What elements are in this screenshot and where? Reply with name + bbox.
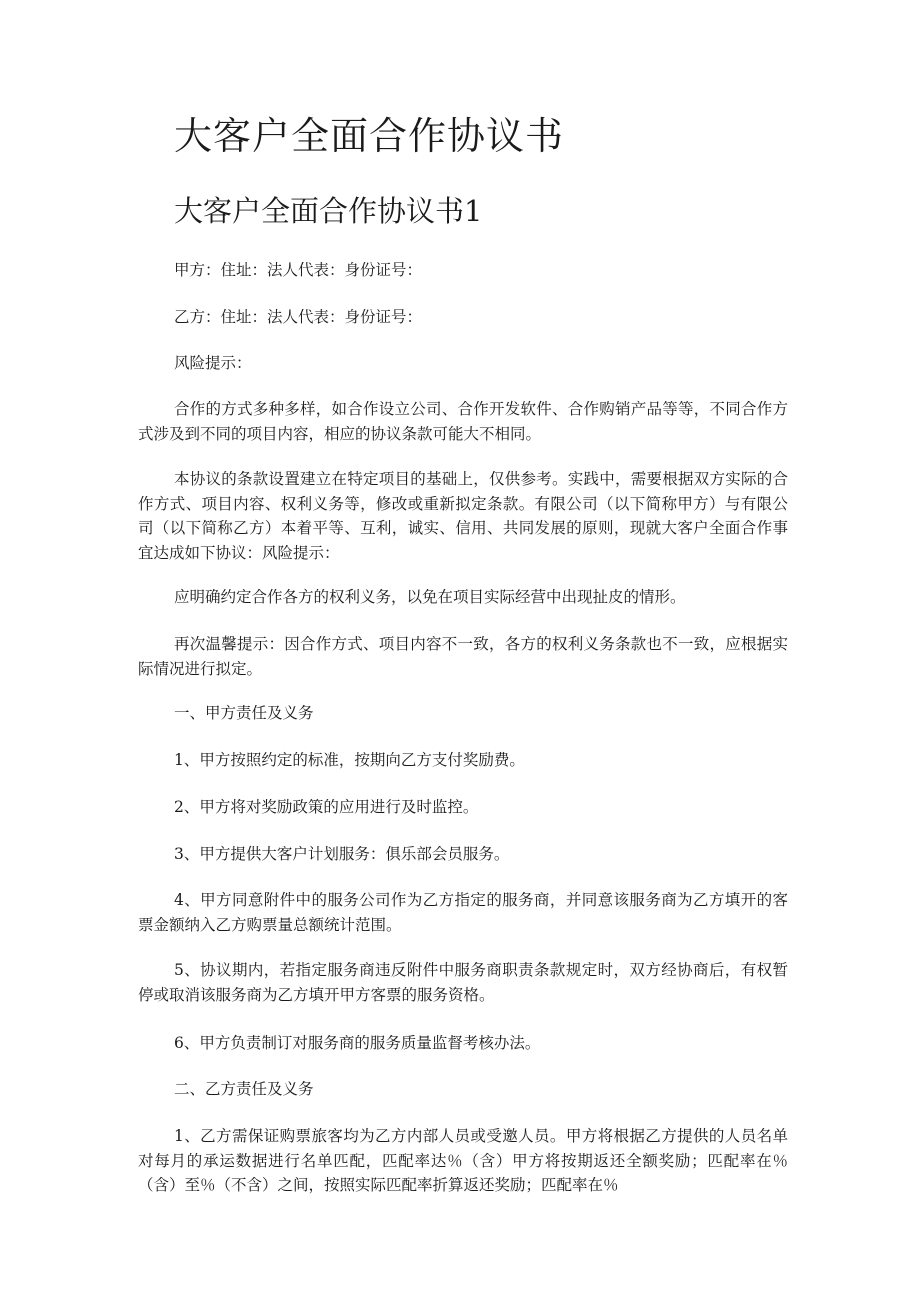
party-a-clause-4: 4、甲方同意附件中的服务公司作为乙方指定的服务商，并同意该服务商为乙方填开的客票金额纳入乙方购票量总额统计范围。: [138, 891, 788, 934]
party-a-clause-6: 6、甲方负责制订对服务商的服务质量监督考核办法。: [174, 1034, 541, 1052]
party-a-clause-5: 5、协议期内，若指定服务商违反附件中服务商职责条款规定时，双方经协商后，有权暂停或取消该服务商为乙方填开甲方客票的服务资格。: [138, 961, 788, 1004]
reminder-paragraph: 再次温馨提示：因合作方式、项目内容不一致，各方的权利义务条款也不一致，应根据实际情况进行拟定。: [138, 635, 788, 678]
document-subtitle: 大客户全面合作协议书1: [174, 194, 483, 228]
rights-obligations-paragraph: 应明确约定合作各方的权利义务，以免在项目实际经营中出现扯皮的情形。: [174, 588, 686, 606]
party-a-info: 甲方：住址：法人代表：身份证号：: [174, 261, 423, 279]
cooperation-methods-paragraph: 合作的方式多种多样，如合作设立公司、合作开发软件、合作购销产品等等，不同合作方式涉及到不同的项目内容，相应的协议条款可能大不相同。: [138, 400, 788, 443]
party-a-clause-1: 1、甲方按照约定的标准，按期向乙方支付奖励费。: [174, 751, 525, 769]
agreement-basis-paragraph: 本协议的条款设置建立在特定项目的基础上，仅供参考。实践中，需要根据双方实际的合作方式、项目内容、权利义务等，修改或重新拟定条款。有限公司（以下简称甲方）与有限公司（以下简称乙方）本着平等、互利，诚实、信用、共同发展的原则，现就大客户全面合作事宜达成如下协议：风险提示：: [138, 470, 788, 562]
document-title: 大客户全面合作协议书: [174, 114, 565, 158]
party-a-clause-2: 2、甲方将对奖励政策的应用进行及时监控。: [174, 798, 479, 816]
party-a-clause-3: 3、甲方提供大客户计划服务：俱乐部会员服务。: [174, 845, 510, 863]
party-b-info: 乙方：住址：法人代表：身份证号：: [174, 308, 423, 326]
section-heading-party-b: 二、乙方责任及义务: [174, 1080, 314, 1098]
risk-notice-heading: 风险提示：: [174, 354, 252, 372]
section-heading-party-a: 一、甲方责任及义务: [174, 704, 314, 722]
party-b-clause-1: 1、乙方需保证购票旅客均为乙方内部人员或受邀人员。甲方将根据乙方提供的人员名单对每月的承运数据进行名单匹配，匹配率达％（含）甲方将按期返还全额奖励；匹配率在％（含）至％（不含）之间，按照实际匹配率折算返还奖励；匹配率在％: [138, 1127, 788, 1194]
